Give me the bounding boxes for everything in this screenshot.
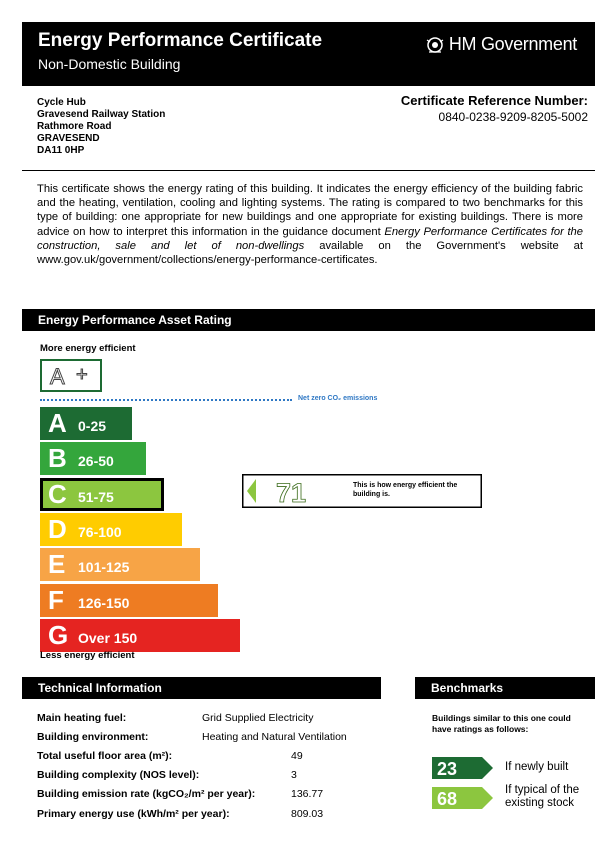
benchmarks-heading: Benchmarks	[415, 677, 595, 699]
tech-label: Building emission rate (kgCO₂/m² per year):	[37, 788, 256, 800]
net-zero-line	[40, 399, 292, 401]
reference-label: Certificate Reference Number:	[400, 93, 588, 108]
benchmark-value: 68	[437, 789, 458, 809]
benchmark-value: 23	[437, 759, 458, 779]
benchmark-label-line: If typical of the	[505, 784, 580, 796]
crest-icon	[425, 36, 445, 54]
benchmarks-intro: Buildings similar to this one could have ratings as follows:	[432, 713, 571, 734]
address-line: GRAVESEND	[37, 133, 100, 144]
certificate-subtitle: Non-Domestic Building	[38, 56, 181, 72]
tech-number: 809.03	[291, 808, 324, 820]
band-range: 0-25	[78, 418, 107, 434]
band-a-plus-letter: A	[50, 364, 65, 389]
guidance-url: www.gov.uk/government/collections/energy-performance-certificates.	[37, 254, 378, 267]
tech-number: 136.77	[291, 788, 324, 800]
current-rating-label: This is how energy efficient the building is.	[353, 482, 458, 498]
address-line: Cycle Hub	[37, 97, 86, 108]
band-range: 126-150	[78, 594, 130, 611]
tech-number: 3	[291, 769, 297, 781]
band-range: 76-100	[78, 523, 122, 540]
benchmark-arrow	[432, 757, 494, 779]
band-a-plus-sign: +	[76, 364, 88, 386]
band-b	[40, 442, 146, 475]
band-g	[40, 619, 240, 652]
divider	[22, 170, 595, 171]
tech-label: Primary energy use (kWh/m² per year):	[37, 808, 230, 820]
band-letter: D	[48, 513, 67, 544]
net-zero-label: Net zero CO₂ emissions	[298, 395, 378, 402]
tech-value: Heating and Natural Ventilation	[202, 731, 347, 743]
address-line: Gravesend Railway Station	[37, 109, 166, 120]
band-d	[40, 513, 182, 546]
address-line: Rathmore Road	[37, 121, 112, 132]
benchmark-existing-stock	[432, 787, 494, 814]
current-rating-value: 71	[276, 478, 307, 508]
benchmark-label-line: If newly built	[505, 761, 569, 773]
band-range: Over 150	[78, 629, 138, 646]
certificate-title: Energy Performance Certificate	[38, 30, 323, 51]
intro-paragraph	[37, 182, 583, 267]
reference-number: 0840-0238-9209-8205-5002	[438, 110, 588, 124]
address-line: DA11 0HP	[37, 145, 85, 156]
benchmark-existing-stock-label	[505, 784, 579, 810]
band-letter: G	[48, 619, 69, 650]
band-e	[40, 548, 200, 581]
band-letter: F	[48, 584, 64, 615]
band-letter: B	[48, 443, 67, 474]
band-letter: C	[48, 478, 67, 509]
asset-rating-heading: Energy Performance Asset Rating	[22, 309, 595, 331]
benchmark-arrow	[432, 787, 494, 809]
more-efficient-label: More energy efficient	[40, 343, 136, 354]
technical-info-heading: Technical Information	[22, 677, 381, 699]
intro-text-after: available on the Government's website at	[304, 239, 584, 252]
band-letter: E	[48, 549, 66, 580]
band-f	[40, 584, 218, 617]
guidance-document-title: Energy Performance Certificates for the construction, sale and let of non-dwellings	[37, 225, 583, 252]
tech-value: Grid Supplied Electricity	[202, 712, 314, 724]
band-a-plus	[40, 359, 102, 392]
tech-label: Main heating fuel:	[37, 712, 127, 724]
band-letter: A	[48, 408, 67, 438]
band-range: 26-50	[78, 453, 114, 470]
tech-label: Building environment:	[37, 731, 149, 743]
less-efficient-label: Less energy efficient	[40, 650, 135, 661]
tech-number: 49	[291, 750, 303, 762]
benchmark-label-line: existing stock	[505, 797, 575, 809]
tech-label: Total useful floor area (m²):	[37, 750, 173, 762]
intro-text: This certificate shows the energy rating of this building. It indicates the energy efficiency of the building fabric and the heating, ventilation, cooling and lighting systems. The rating is compared to two benchmarks for this type of building: one appropriate for new buildings and one appropriate for existing buildings. There is more advice on how to interpret this information in the guidance document	[37, 183, 583, 238]
certificate-header	[22, 22, 595, 86]
band-range: 101-125	[78, 559, 130, 576]
band-c	[40, 478, 164, 511]
building-address	[37, 97, 165, 157]
tech-label: Building complexity (NOS level):	[37, 769, 200, 781]
band-range: 51-75	[78, 488, 114, 505]
benchmark-new-build	[432, 757, 494, 784]
government-name: HM Government	[448, 34, 577, 54]
hm-government-logo	[425, 34, 577, 55]
benchmark-new-build-label	[505, 761, 568, 774]
band-a	[40, 407, 132, 440]
